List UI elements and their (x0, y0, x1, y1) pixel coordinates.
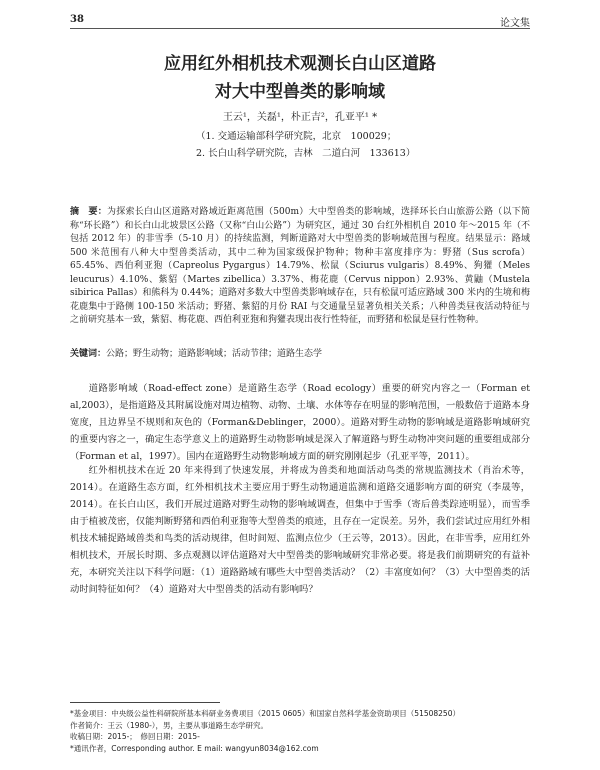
page-header (70, 12, 530, 29)
affiliation-2: 2. 长白山科学研究院，吉林 二道白河 133613） (196, 148, 416, 159)
body-paragraph-2: 红外相机技术在近 20 年来得到了快速发展，并将成为兽类和地面活动鸟类的常规监测技术（肖治术等，2014）。在道路生态方面，红外相机技术主要应用于野生动物通道监测和道路交通影响方面的研究（李晟等，2014）。在长白山区，我们开展过道路对野生动物的影响域调查，但集中于雪季（寄后兽类踪迹明显），而雪季由于植被茂密，仅能判断野猪和西伯利亚狍等大型兽类的痕迹，且存在一定误差。另外，我们尝试过应用红外相机技术辅捉路域兽类和鸟类的活动规律，但时间短、监测点位少（王云等，2013）。因此，在非雪季，应用红外相机技术，开展长时期、多点观测以评估道路对大中型兽类的影响域研究非常必要。将是我们前期研究的有益补充，本研究关注以下科学问题：（1）道路路域有哪些大中型兽类活动？（2）丰富度如何？（3）大中型兽类的活动时间特征如何？（4）道路对大中型兽类的活动有影响吗？ (70, 465, 530, 595)
footnotes (70, 708, 530, 754)
journal-name: 论文集 (500, 18, 530, 29)
footnote-author-bio: 作者简介：王云（1980-），男，主要从事道路生态学研究。 (70, 720, 269, 730)
footnote-dates: 收稿日期：2015-； 修回日期：2015- (70, 732, 200, 741)
keywords (70, 348, 530, 361)
footnote-corresponding: *通讯作者，Corresponding author. E mail: wangyun8034@162.com (70, 743, 319, 753)
footnote-divider (70, 702, 220, 703)
abstract-label: 摘 要： (70, 207, 107, 217)
keywords-text: 公路；野生动物；道路影响域；活动节律；道路生态学 (106, 349, 323, 359)
body-paragraph-1: 道路影响域（Road-effect zone）是道路生态学（Road ecology）重要的研究内容之一（Forman et al,2003），是指道路及其附属设施对周边植物、动物、土壤、水体等存在明显的影响范围，一般数倍于道路本身宽度，且边界呈不规则和灰色的（Forman&Deblinger，2000）。道路对野生动物的影响域是道路影响域研究的重要内容之一，确定生态学意义上的道路野生动物影响域是深入了解道路与野生动物冲突问题的重要组成部分（Forman et al，1997）。国内在道路野生动物影响域方面的研究刚刚起步（孔亚平等，2011）。 (70, 383, 530, 462)
title-line-1: 应用红外相机技术观测长白山区道路 (164, 54, 436, 74)
paper-title (70, 50, 530, 106)
abstract-text: 为探索长白山区道路对路域近距离范围（500m）大中型兽类的影响域，选择环长白山旅游公路（以下简称“环长路”）和长白山北坡景区公路（又称“白山公路”）为研究区，通过 30 台红外相机自 2010 年～2015 年（不包括 2012 年）的非雪季（5-10 月）的持续监测，判断道路对大中型兽类的影响域范围与程度。结果显示：路域 500 米范围有八种大中型兽类活动，其中二种为国家级保护物种；物种丰富度排序为：野猪（Sus scrofa）65.45%、西伯利亚狍（Capreolus Pygargus）14.79%、松鼠（Sciurus vulgaris）8.49%、狗獾（Meles leucurus）4.10%、紫貂（Martes zibellica）3.37%、梅花鹿（Cervus nippon）2.93%、黄鼬（Mustela sibirica Pallas）和熊科为 0.44%；道路对多数大中型兽类影响域存在，只有松鼠可适应路域 300 米内的生境和梅花鹿集中于路侧 100-150 米活动；野猪、紫貂的月份 RAI 与交通量呈显著负相关关系；八种兽类昼夜活动特征与之前研究基本一致，紫貂、梅花鹿、西伯利亚狍和狗獾表现出夜行性特征，而野猪和松鼠是昼行性物种。 (70, 207, 530, 325)
keywords-label: 关键词： (70, 349, 107, 359)
title-line-2: 对大中型兽类的影响域 (215, 82, 385, 102)
abstract (70, 206, 530, 328)
footnote-funding: *基金项目：中央级公益性科研院所基本科研业务费项目（2015 0605）和国家自然科学基金资助项目（51508250） (70, 709, 460, 718)
author-list: 王云¹，关磊¹，朴正吉²，孔亚平¹ * (222, 112, 378, 123)
page-number: 38 (70, 14, 84, 25)
affiliation-1: （1. 交通运输部科学研究院，北京 100029； (196, 131, 397, 142)
